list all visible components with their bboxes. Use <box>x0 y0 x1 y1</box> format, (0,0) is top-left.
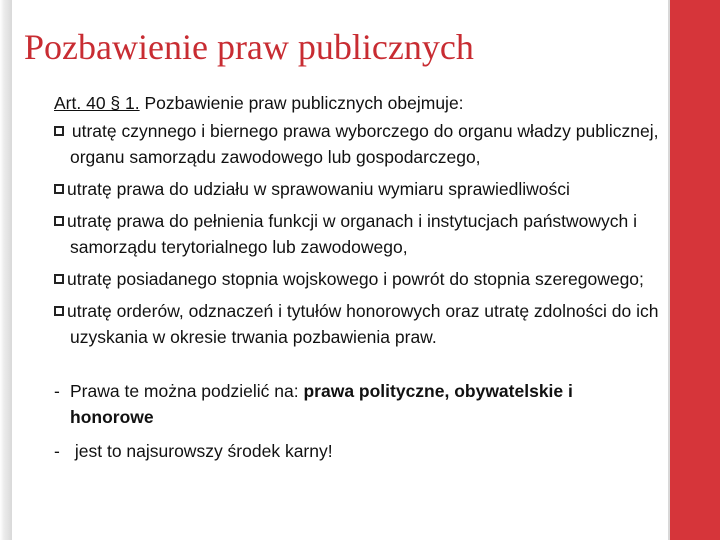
bullet-list <box>54 118 660 350</box>
bullet-item <box>54 266 660 292</box>
bullet-text: utratę prawa do pełnienia funkcji w organach i instytucjach państwowych i samorządu terytorialnego lub zawodowego, <box>67 211 638 257</box>
intro-line <box>54 90 660 116</box>
checkbox-icon <box>54 184 64 194</box>
checkbox-icon <box>54 306 64 316</box>
intro-text: Pozbawienie praw publicznych obejmuje: <box>139 93 464 113</box>
left-border <box>0 0 12 540</box>
bullet-item <box>54 176 660 202</box>
bullet-text: utratę orderów, odznaczeń i tytułów honorowych oraz utratę zdolności do ich uzyskania w okresie trwania pozbawienia praw. <box>67 301 659 347</box>
bullet-item <box>54 298 660 350</box>
bullet-text: utratę czynnego i biernego prawa wyborczego do organu władzy publicznej, organu samorządu zawodowego lub gospodarczego, <box>67 121 659 167</box>
dash-mark: - <box>54 381 60 401</box>
dash-list <box>54 378 660 464</box>
dash-text: jest to najsurowszy środek karny! <box>70 441 333 461</box>
dash-item <box>54 438 660 464</box>
checkbox-icon <box>54 274 64 284</box>
checkbox-icon <box>54 126 64 136</box>
accent-bar <box>670 0 720 540</box>
checkbox-icon <box>54 216 64 226</box>
slide-title: Pozbawienie praw publicznych <box>24 27 474 67</box>
dash-mark: - <box>54 441 60 461</box>
dash-text: Prawa te można podzielić na: <box>70 381 304 401</box>
dash-bold-text: prawa polityczne, obywatelskie i honorowe <box>70 381 573 427</box>
slide-body <box>54 90 660 472</box>
bullet-text: utratę prawa do udziału w sprawowaniu wymiaru sprawiedliwości <box>67 179 570 199</box>
bullet-item <box>54 118 660 170</box>
bullet-item <box>54 208 660 260</box>
article-reference: Art. 40 § 1. <box>54 93 140 113</box>
dash-item <box>54 378 660 430</box>
bullet-text: utratę posiadanego stopnia wojskowego i powrót do stopnia szeregowego; <box>67 269 644 289</box>
